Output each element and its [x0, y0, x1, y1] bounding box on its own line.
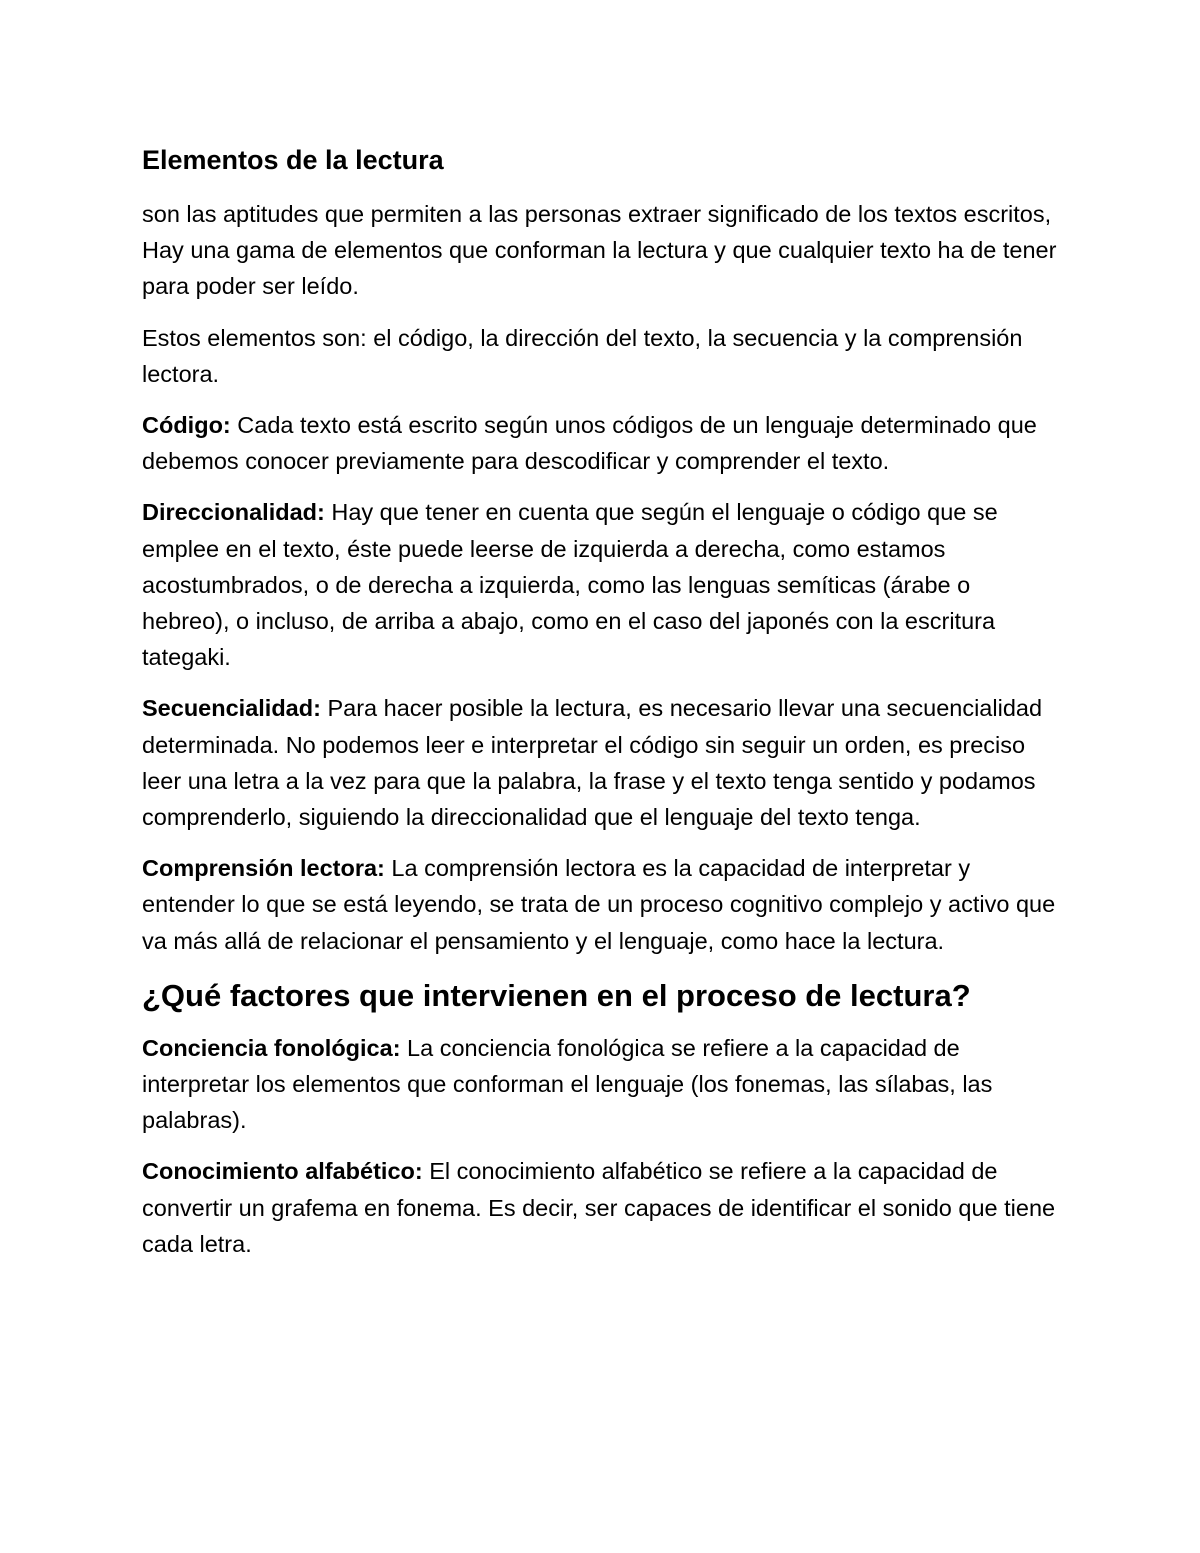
term-label: Direccionalidad:	[142, 499, 325, 526]
term-definition: La conciencia fonológica se refiere a la capacidad de interpretar los elementos que conforman el lenguaje (los fonemas, las sílabas, las palabras).	[142, 1034, 993, 1134]
term-definition: Hay que tener en cuenta que según el lenguaje o código que se emplee en el texto, éste puede leerse de izquierda a derecha, como estamos acostumbrados, o de derecha a izquierda, como las lenguas semíticas (árabe o hebreo), o incluso, de arriba a abajo, como en el caso del japonés con la escritura tategaki.	[142, 499, 998, 671]
term-label: Comprensión lectora:	[142, 855, 385, 882]
document-page	[142, 140, 1057, 1277]
term-label: Conocimiento alfabético:	[142, 1158, 423, 1185]
term-label: Secuencialidad:	[142, 695, 321, 722]
factor-conocimiento-alfabetico	[142, 1153, 1057, 1262]
term-definition: Cada texto está escrito según unos códigos de un lenguaje determinado que debemos conocer previamente para descodificar y comprender el texto.	[142, 412, 1037, 475]
term-label: Código:	[142, 412, 231, 439]
element-comprension-lectora	[142, 850, 1057, 959]
intro-paragraph: son las aptitudes que permiten a las personas extraer significado de los textos escritos, Hay una gama de elementos que conforman la lectura y que cualquier texto ha de tener para poder ser leído.	[142, 201, 1057, 300]
factor-conciencia-fonologica	[142, 1030, 1057, 1139]
term-definition: La comprensión lectora es la capacidad de interpretar y entender lo que se está leyendo, se trata de un proceso cognitivo complejo y activo que va más allá de relacionar el pensamiento y el lenguaje, como hace la lectura.	[142, 855, 1056, 954]
element-secuencialidad	[142, 690, 1057, 835]
element-codigo	[142, 407, 1057, 479]
elements-list-paragraph: Estos elementos son: el código, la dirección del texto, la secuencia y la comprensión lectora.	[142, 324, 1023, 387]
factors-heading: ¿Qué factores que intervienen en el proceso de lectura?	[142, 977, 971, 1013]
term-definition: El conocimiento alfabético se refiere a la capacidad de convertir un grafema en fonema. Es decir, ser capaces de identificar el sonido que tiene cada letra.	[142, 1158, 1056, 1257]
element-direccionalidad	[142, 494, 1057, 675]
term-definition: Para hacer posible la lectura, es necesario llevar una secuencialidad determinada. No podemos leer e interpretar el código sin seguir un orden, es preciso leer una letra a la vez para que la palabra, la frase y el texto tenga sentido y podamos comprenderlo, siguiendo la direccionalidad que el lenguaje del texto tenga.	[142, 695, 1043, 831]
page-title: Elementos de la lectura	[142, 145, 444, 175]
term-label: Conciencia fonológica:	[142, 1034, 401, 1061]
